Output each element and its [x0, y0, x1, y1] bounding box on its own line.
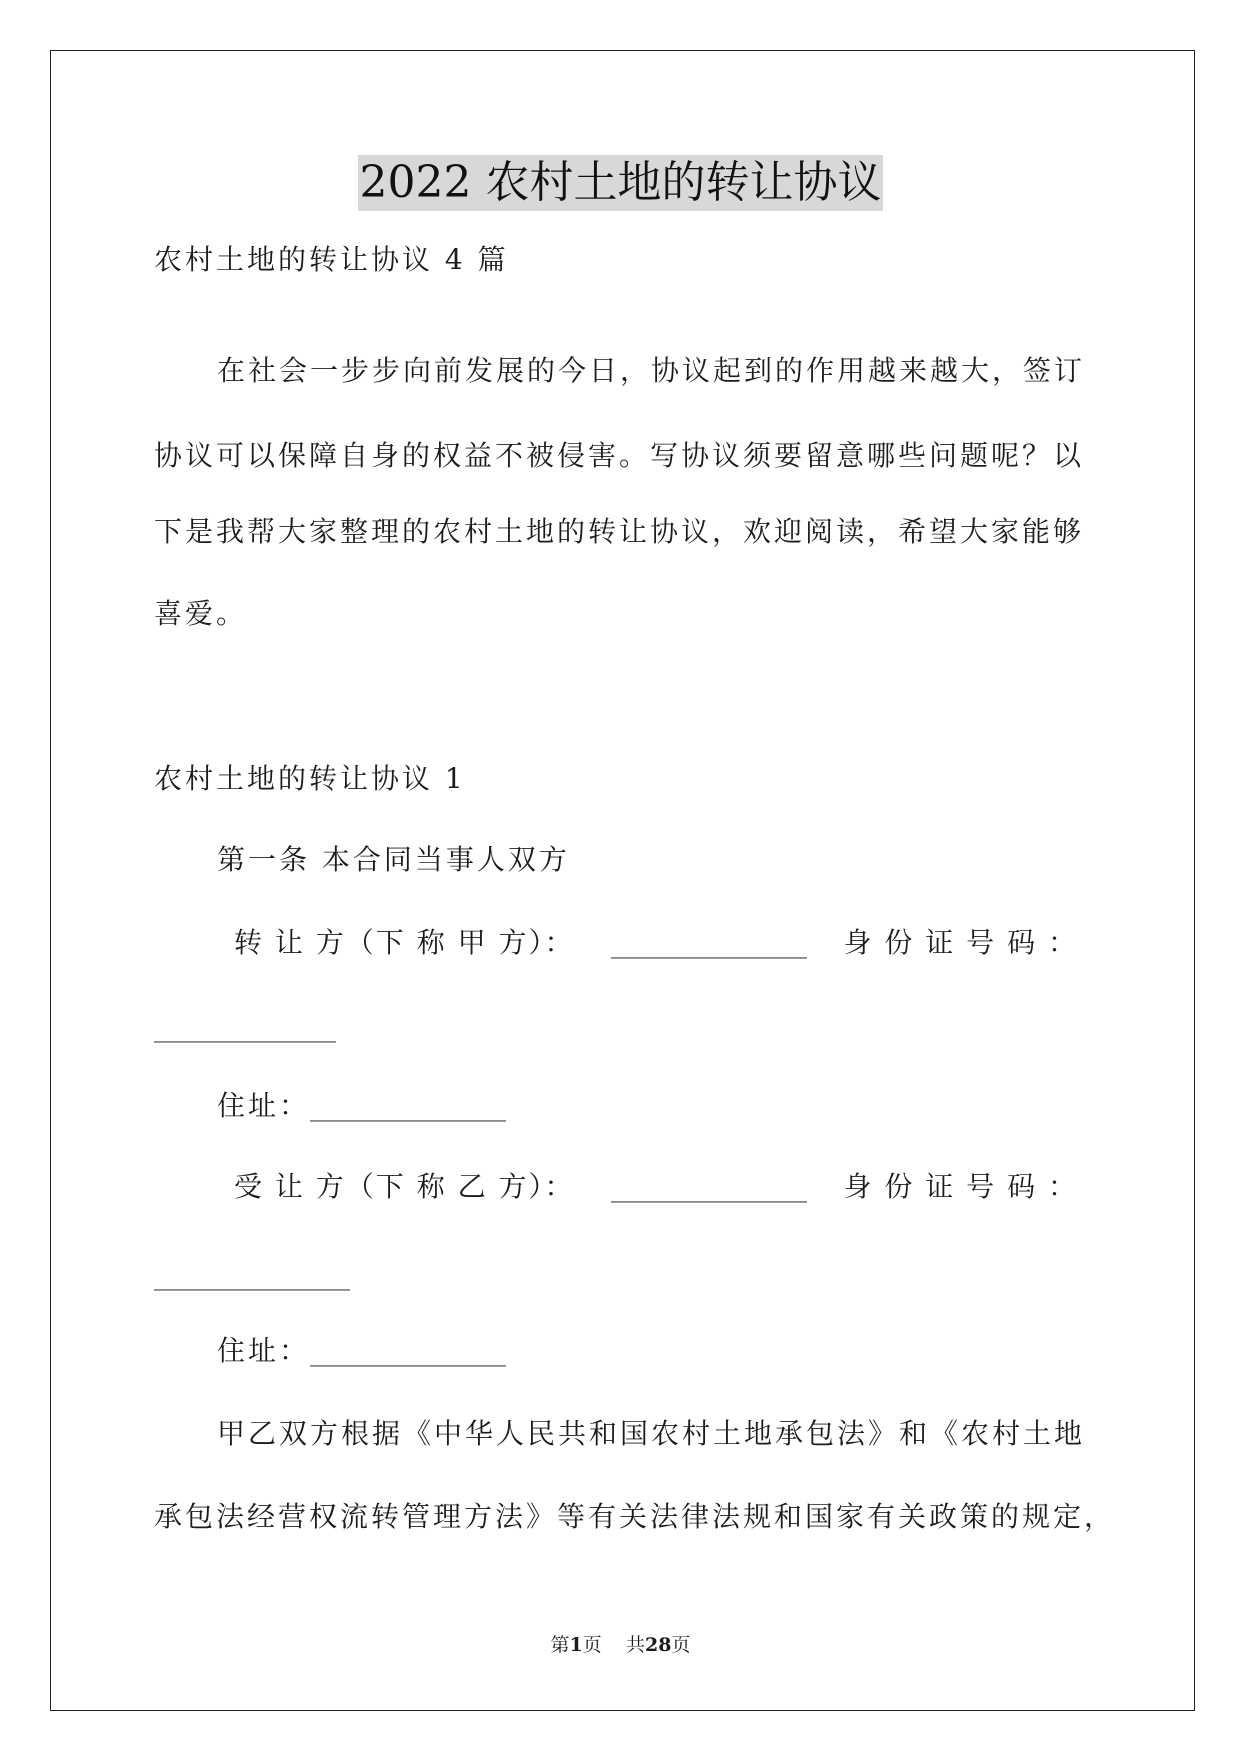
transferee-id-blank: ______________ [154, 1258, 350, 1291]
address-blank: ______________ [310, 1334, 507, 1367]
intro-line: 下是我帮大家整理的农村土地的转让协议，欢迎阅读，希望大家能够 [154, 515, 1085, 548]
page-suffix: 页 [582, 1634, 602, 1656]
intro-line: 协议可以保障自身的权益不被侵害。写协议须要留意哪些问题呢？以 [154, 439, 1085, 472]
transferee-line [234, 1167, 1078, 1207]
document-title: 2022 农村土地的转让协议 [358, 155, 884, 211]
transferor-line [234, 923, 1078, 963]
transferee-address [217, 1331, 506, 1371]
address-label: 住址： [217, 1089, 311, 1122]
total-suffix: 页 [671, 1634, 691, 1656]
document-subtitle: 农村土地的转让协议 4 篇 [154, 243, 509, 276]
transferor-name-blank: ______________ [611, 926, 807, 959]
address-label: 住址： [217, 1334, 311, 1367]
total-pages: 28 [644, 1634, 672, 1656]
basis-line: 甲乙双方根据《中华人民共和国农村土地承包法》和《农村土地 [217, 1417, 1086, 1450]
intro-line: 喜爱。 [154, 597, 248, 630]
total-prefix: 共 [625, 1634, 645, 1656]
basis-line: 承包法经营权流转管理方法》等有关法律法规和国家有关政策的规定， [154, 1500, 1116, 1533]
intro-line: 在社会一步步向前发展的今日，协议起到的作用越来越大，签订 [217, 354, 1086, 387]
title-row [0, 155, 1241, 211]
transferee-id-label: 身 份 证 号 码 ： [843, 1170, 1078, 1203]
section-heading: 农村土地的转让协议 1 [154, 762, 466, 795]
transferor-id-blank: _____________ [154, 1010, 336, 1043]
transferee-label: 受 让 方（下 称 乙 方）： [234, 1170, 575, 1203]
article-1-heading: 第一条 本合同当事人双方 [217, 843, 570, 876]
address-blank: ______________ [310, 1089, 507, 1122]
transferor-address [217, 1086, 506, 1126]
transferor-label: 转 让 方（下 称 甲 方）： [234, 926, 575, 959]
transferor-id-label: 身 份 证 号 码 ： [843, 926, 1078, 959]
page-prefix: 第 [550, 1634, 570, 1656]
page-number: 1 [569, 1634, 583, 1656]
page-footer [0, 1632, 1241, 1658]
transferee-name-blank: ______________ [611, 1170, 807, 1203]
page-border [50, 50, 1195, 1711]
